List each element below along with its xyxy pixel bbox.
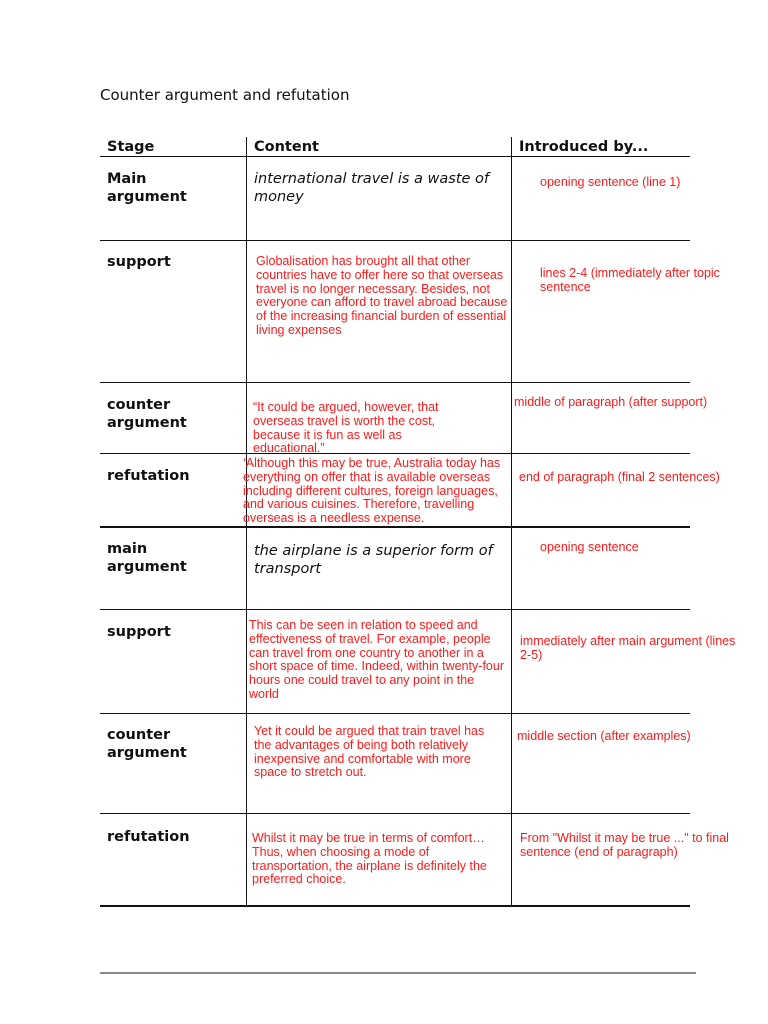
page-title: Counter argument and refutation (100, 86, 350, 104)
content-cell: ‘Although this may be true, Australia today has everything on offer that is available overseas including different cultures, foreign languages, and various cuisines. Therefore, travelling overseas is a needless expense. (243, 456, 501, 526)
header-introduced-by: Introduced by... (519, 139, 649, 155)
content-cell: Globalisation has brought all that other countries have to offer here so that overseas travel is no longer necessary. Besides, not everyone can afford to travel abroad because of the increasing financial burden of essential living expenses (256, 254, 508, 337)
stage-cell: Main argument (107, 171, 187, 205)
introduced-by-cell: From "Whilst it may be true ..." to final sentence (end of paragraph) (520, 831, 729, 859)
header-stage: Stage (107, 139, 155, 155)
content-cell: “It could be argued, however, that overseas travel is worth the cost, because it is fun as well as educational.” (253, 400, 439, 456)
row-rule (100, 713, 690, 714)
introduced-by-cell: opening sentence (line 1) (540, 175, 681, 189)
header-content: Content (254, 139, 319, 155)
content-cell: This can be seen in relation to speed and effectiveness of travel. For example, people can travel from one country to another in a short space of time. Indeed, within twenty-four hours one could travel to any point in the world (249, 618, 504, 701)
argument-table (100, 137, 736, 907)
content-cell: Whilst it may be true in terms of comfort… Thus, when choosing a mode of transportation, the airplane is definitely the preferred choice. (252, 831, 487, 887)
introduced-by-cell: lines 2-4 (immediately after topic sentence (540, 266, 720, 294)
row-rule (100, 813, 690, 814)
stage-cell: main argument (107, 541, 187, 575)
footer-rule (100, 972, 696, 974)
content-cell: international travel is a waste of money (254, 171, 490, 205)
introduced-by-cell: end of paragraph (final 2 sentences) (519, 470, 720, 484)
introduced-by-cell: middle section (after examples) (517, 729, 691, 743)
row-rule (100, 609, 690, 610)
stage-cell: support (107, 254, 171, 270)
row-rule (100, 240, 690, 241)
bottom-rule (100, 905, 690, 907)
stage-cell: counter argument (107, 727, 187, 761)
stage-cell: support (107, 624, 171, 640)
row-rule (100, 382, 690, 383)
introduced-by-cell: middle of paragraph (after support) (514, 395, 708, 409)
stage-cell: counter argument (107, 397, 187, 431)
content-cell: the airplane is a superior form of transport (254, 543, 493, 577)
header-rule (100, 156, 690, 157)
introduced-by-cell: immediately after main argument (lines 2-5) (520, 634, 736, 662)
stage-cell: refutation (107, 829, 190, 845)
introduced-by-cell: opening sentence (540, 540, 639, 554)
content-cell: Yet it could be argued that train travel has the advantages of being both relatively inexpensive and comfortable with more space to stretch out. (254, 724, 485, 780)
stage-cell: refutation (107, 468, 190, 484)
section-rule (100, 526, 690, 528)
